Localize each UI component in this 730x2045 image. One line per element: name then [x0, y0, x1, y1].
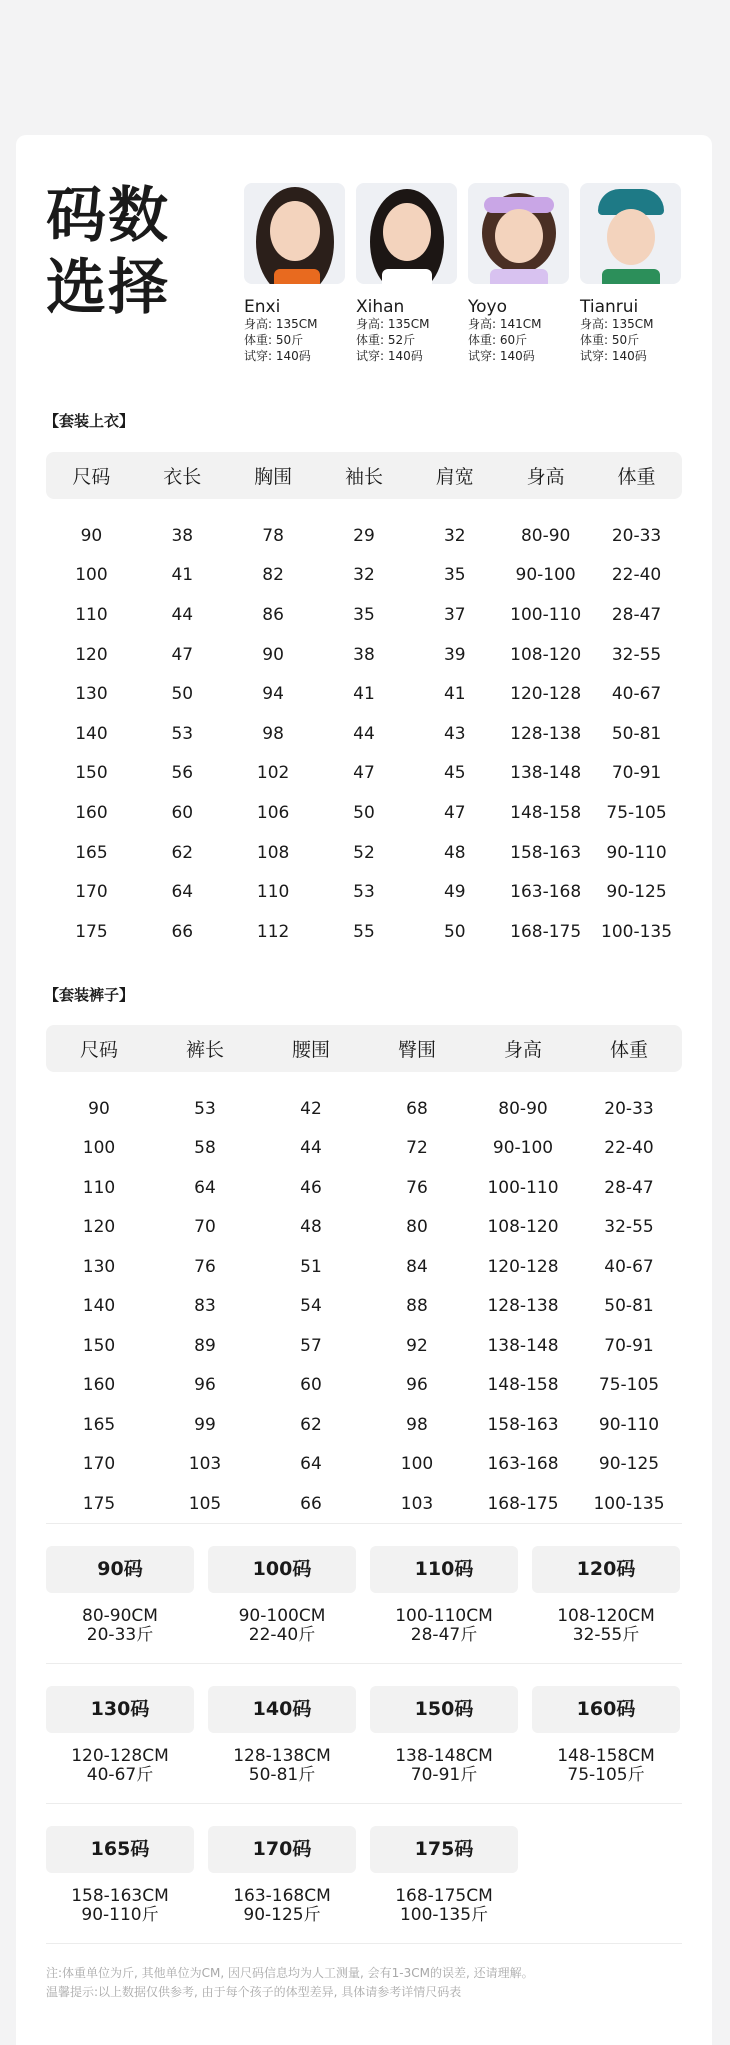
table-cell: 64 — [194, 1177, 216, 1198]
table-cell: 20-33 — [604, 1098, 654, 1119]
table-cell: 38 — [353, 644, 375, 665]
col-header: 裤长 — [185, 1039, 224, 1061]
table-cell: 29 — [353, 525, 375, 546]
col-header: 袖长 — [344, 466, 383, 488]
table-cell: 138-148 — [510, 763, 582, 784]
col-header: 腰围 — [291, 1039, 330, 1061]
table-cell: 128-138 — [487, 1296, 559, 1317]
col-header: 胸围 — [254, 466, 293, 488]
table-cell: 55 — [353, 921, 375, 942]
size-weight: 100-135斤 — [399, 1905, 489, 1925]
size-height: 168-175CM — [395, 1886, 493, 1906]
size-guide-item — [46, 1686, 194, 1785]
table-cell: 84 — [406, 1256, 428, 1277]
table-cell: 92 — [406, 1335, 428, 1356]
table-cell: 64 — [300, 1454, 322, 1475]
size-label: 90码 — [46, 1546, 194, 1593]
size-label: 120码 — [532, 1546, 680, 1593]
table-cell: 41 — [443, 684, 466, 705]
table-cell: 62 — [300, 1414, 322, 1435]
table-cell: 51 — [300, 1256, 322, 1277]
table-cell: 100-110 — [510, 604, 582, 625]
table-cell: 128-138 — [510, 723, 582, 744]
table-cell: 32-55 — [611, 644, 662, 665]
table-cell: 90-100 — [515, 565, 576, 586]
size-guide-item — [370, 1546, 518, 1645]
pants-table-body — [46, 1072, 682, 1524]
table-cell: 99 — [194, 1414, 216, 1435]
table-row — [46, 1484, 682, 1524]
table-cell: 54 — [300, 1296, 322, 1317]
size-height: 138-148CM — [395, 1746, 493, 1766]
table-row — [46, 1287, 682, 1327]
model-photo — [580, 183, 681, 284]
model-card — [356, 183, 457, 364]
table-cell: 86 — [262, 604, 284, 625]
table-cell: 90-125 — [598, 1454, 660, 1475]
pants-size-table — [46, 1025, 682, 1524]
table-cell: 158-163 — [510, 842, 582, 863]
note-reference: 温馨提示:以上数据仅供参考, 由于每个孩子的体型差异, 具体请参考详情尺码表 — [46, 1985, 462, 1999]
model-weight: 体重: 60斤 — [468, 333, 528, 347]
table-cell: 45 — [443, 763, 466, 784]
table-cell: 32-55 — [604, 1217, 654, 1238]
size-weight: 28-47斤 — [410, 1625, 478, 1645]
size-height: 80-90CM — [82, 1606, 158, 1626]
size-chart-card — [16, 135, 712, 2045]
table-cell: 52 — [353, 842, 375, 863]
table-cell: 102 — [256, 763, 290, 784]
size-weight: 22-40斤 — [248, 1625, 316, 1645]
table-cell: 60 — [171, 802, 194, 823]
note-units: 注:体重单位为斤, 其他单位为CM, 因尺码信息均为人工测量, 会有1-3CM的误差, 还请理解。 — [46, 1966, 534, 1980]
col-header: 体重 — [609, 1039, 648, 1061]
model-height: 身高: 135CM — [580, 317, 654, 331]
model-weight: 体重: 50斤 — [244, 333, 304, 347]
size-height: 128-138CM — [233, 1746, 331, 1766]
table-cell: 47 — [171, 644, 194, 665]
size-label: 140码 — [208, 1686, 356, 1733]
divider — [46, 1803, 682, 1804]
table-cell: 90 — [88, 1098, 110, 1119]
table-row — [46, 595, 682, 635]
table-cell: 53 — [194, 1098, 216, 1119]
table-cell: 90-125 — [606, 882, 667, 903]
model-weight: 体重: 50斤 — [580, 333, 640, 347]
col-header: 衣长 — [163, 466, 202, 488]
table-cell: 88 — [406, 1296, 428, 1317]
table-cell: 170 — [75, 882, 108, 903]
table-row — [46, 635, 682, 675]
col-header: 臀围 — [397, 1039, 436, 1061]
table-cell: 76 — [194, 1256, 216, 1277]
table-cell: 120-128 — [510, 684, 582, 705]
table-header — [46, 1025, 682, 1072]
model-height: 身高: 141CM — [468, 317, 542, 331]
model-name: Xihan — [356, 297, 405, 317]
table-cell: 148-158 — [487, 1375, 559, 1396]
table-cell: 105 — [188, 1493, 222, 1514]
table-cell: 175 — [82, 1493, 116, 1514]
table-row — [46, 714, 682, 754]
table-row — [46, 912, 682, 952]
table-cell: 50 — [353, 802, 375, 823]
model-name: Yoyo — [468, 297, 507, 317]
top-size-table — [46, 452, 682, 952]
table-cell: 100 — [82, 1138, 116, 1159]
table-cell: 47 — [443, 802, 466, 823]
table-cell: 80-90 — [498, 1098, 548, 1119]
table-cell: 100 — [400, 1454, 434, 1475]
table-cell: 96 — [194, 1375, 216, 1396]
table-cell: 90-110 — [598, 1414, 660, 1435]
table-cell: 100-135 — [593, 1493, 665, 1514]
divider — [46, 1523, 682, 1524]
model-list — [244, 183, 681, 364]
table-cell: 168-175 — [487, 1493, 559, 1514]
divider — [46, 1663, 682, 1664]
size-guide-item — [532, 1546, 680, 1645]
model-size: 试穿: 140码 — [356, 349, 423, 363]
table-cell: 108-120 — [510, 644, 582, 665]
size-height: 100-110CM — [395, 1606, 493, 1626]
table-cell: 82 — [262, 565, 284, 586]
table-cell: 38 — [171, 525, 194, 546]
table-cell: 20-33 — [611, 525, 662, 546]
size-label: 110码 — [370, 1546, 518, 1593]
table-cell: 44 — [300, 1138, 322, 1159]
size-weight: 90-110斤 — [81, 1905, 159, 1925]
table-cell: 90 — [80, 525, 103, 546]
table-cell: 170 — [82, 1454, 116, 1475]
table-cell: 40-67 — [604, 1256, 654, 1277]
size-label: 160码 — [532, 1686, 680, 1733]
table-cell: 90 — [262, 644, 284, 665]
table-cell: 42 — [300, 1098, 322, 1119]
table-row — [46, 1405, 682, 1445]
table-cell: 90-110 — [606, 842, 667, 863]
table-cell: 50 — [171, 684, 194, 705]
table-cell: 50 — [443, 921, 466, 942]
table-cell: 39 — [443, 644, 466, 665]
table-cell: 96 — [406, 1375, 428, 1396]
table-cell: 41 — [353, 684, 375, 705]
col-header: 肩宽 — [435, 466, 474, 488]
table-cell: 53 — [171, 723, 194, 744]
table-cell: 41 — [171, 565, 194, 586]
table-cell: 72 — [406, 1138, 428, 1159]
table-cell: 100 — [75, 565, 108, 586]
table-cell: 160 — [82, 1375, 116, 1396]
table-cell: 108-120 — [487, 1217, 559, 1238]
size-height: 148-158CM — [557, 1746, 655, 1766]
table-cell: 66 — [171, 921, 194, 942]
table-cell: 158-163 — [487, 1414, 559, 1435]
table-cell: 103 — [188, 1454, 222, 1475]
size-guide-item — [46, 1826, 194, 1925]
table-cell: 68 — [406, 1098, 428, 1119]
table-cell: 50-81 — [604, 1296, 654, 1317]
model-photo — [244, 183, 345, 284]
table-cell: 80-90 — [520, 525, 571, 546]
table-cell: 22-40 — [604, 1138, 654, 1159]
col-header: 尺码 — [79, 1039, 118, 1061]
model-card — [580, 183, 681, 364]
divider — [46, 1943, 682, 1944]
top-section-label: 【套装上衣】 — [44, 412, 135, 430]
table-row — [46, 833, 682, 873]
table-cell: 44 — [353, 723, 375, 744]
size-weight: 75-105斤 — [567, 1765, 645, 1785]
model-height: 身高: 135CM — [244, 317, 318, 331]
size-guide-item — [208, 1686, 356, 1785]
table-cell: 94 — [262, 684, 284, 705]
table-cell: 120 — [82, 1217, 116, 1238]
table-cell: 49 — [443, 882, 466, 903]
size-label: 150码 — [370, 1686, 518, 1733]
table-cell: 80 — [406, 1217, 428, 1238]
size-guide-item — [370, 1686, 518, 1785]
model-photo — [356, 183, 457, 284]
size-guide-item — [208, 1826, 356, 1925]
footnote — [46, 1964, 534, 2002]
table-cell: 76 — [406, 1177, 428, 1198]
size-height: 163-168CM — [233, 1886, 331, 1906]
table-row — [46, 1129, 682, 1169]
table-cell: 66 — [300, 1493, 322, 1514]
table-cell: 148-158 — [510, 802, 582, 823]
model-card — [244, 183, 345, 364]
size-guide-item — [532, 1686, 680, 1785]
table-cell: 57 — [300, 1335, 322, 1356]
table-row — [46, 556, 682, 596]
table-cell: 75-105 — [598, 1375, 660, 1396]
model-name: Tianrui — [580, 297, 639, 317]
spacer-row — [46, 499, 682, 516]
table-row — [46, 1326, 682, 1366]
table-cell: 89 — [194, 1335, 216, 1356]
table-cell: 140 — [82, 1296, 116, 1317]
table-row — [46, 1366, 682, 1406]
table-cell: 56 — [171, 763, 194, 784]
table-cell: 165 — [75, 842, 108, 863]
model-size: 试穿: 140码 — [244, 349, 311, 363]
table-cell: 32 — [443, 525, 466, 546]
table-row — [46, 1208, 682, 1248]
table-row — [46, 1247, 682, 1287]
table-cell: 150 — [82, 1335, 116, 1356]
table-row — [46, 754, 682, 794]
table-cell: 108 — [256, 842, 290, 863]
table-cell: 32 — [353, 565, 375, 586]
top-table-body — [46, 499, 682, 952]
size-guide-item — [208, 1546, 356, 1645]
size-weight: 32-55斤 — [572, 1625, 640, 1645]
table-cell: 35 — [443, 565, 466, 586]
table-cell: 120 — [75, 644, 108, 665]
table-cell: 83 — [194, 1296, 216, 1317]
col-header: 尺码 — [72, 466, 111, 488]
col-header: 体重 — [617, 466, 656, 488]
model-size: 试穿: 140码 — [468, 349, 535, 363]
table-row — [46, 872, 682, 912]
size-weight: 20-33斤 — [86, 1625, 154, 1645]
size-label: 100码 — [208, 1546, 356, 1593]
table-cell: 28-47 — [611, 604, 662, 625]
table-cell: 110 — [75, 604, 108, 625]
table-cell: 60 — [300, 1375, 322, 1396]
table-cell: 47 — [353, 763, 375, 784]
table-cell: 140 — [75, 723, 108, 744]
size-label: 130码 — [46, 1686, 194, 1733]
table-cell: 130 — [75, 684, 108, 705]
table-cell: 106 — [256, 802, 290, 823]
table-cell: 163-168 — [487, 1454, 559, 1475]
table-cell: 64 — [171, 882, 194, 903]
table-cell: 100-110 — [487, 1177, 559, 1198]
table-cell: 62 — [171, 842, 194, 863]
size-weight: 40-67斤 — [86, 1765, 154, 1785]
table-cell: 138-148 — [487, 1335, 559, 1356]
table-row — [46, 674, 682, 714]
table-row — [46, 1168, 682, 1208]
size-height: 120-128CM — [71, 1746, 169, 1766]
col-header: 身高 — [526, 466, 565, 488]
table-cell: 70-91 — [611, 763, 662, 784]
pants-section-label: 【套装裤子】 — [44, 986, 135, 1004]
size-weight: 90-125斤 — [243, 1905, 321, 1925]
size-guide-item — [46, 1546, 194, 1645]
size-guide-row — [46, 1546, 680, 1645]
table-cell: 103 — [400, 1493, 434, 1514]
table-cell: 98 — [262, 723, 284, 744]
size-height: 108-120CM — [557, 1606, 655, 1626]
table-cell: 168-175 — [510, 921, 582, 942]
table-cell: 165 — [82, 1414, 116, 1435]
table-cell: 50-81 — [611, 723, 662, 744]
page-title: 码数 选择 — [46, 181, 170, 323]
table-cell: 90-100 — [492, 1138, 554, 1159]
table-cell: 46 — [300, 1177, 322, 1198]
table-cell: 98 — [406, 1414, 428, 1435]
table-cell: 22-40 — [611, 565, 662, 586]
table-cell: 160 — [75, 802, 108, 823]
table-cell: 53 — [353, 882, 375, 903]
table-cell: 130 — [82, 1256, 116, 1277]
table-cell: 44 — [171, 604, 194, 625]
size-weight: 50-81斤 — [248, 1765, 316, 1785]
table-cell: 78 — [262, 525, 284, 546]
table-row — [46, 516, 682, 556]
model-size: 试穿: 140码 — [580, 349, 647, 363]
table-cell: 120-128 — [487, 1256, 559, 1277]
model-height: 身高: 135CM — [356, 317, 430, 331]
size-guide-row — [46, 1826, 518, 1925]
size-weight: 70-91斤 — [410, 1765, 478, 1785]
table-cell: 110 — [256, 882, 290, 903]
model-name: Enxi — [244, 297, 281, 317]
table-cell: 58 — [194, 1138, 216, 1159]
table-cell: 28-47 — [604, 1177, 654, 1198]
size-guide-item — [370, 1826, 518, 1925]
table-cell: 70-91 — [604, 1335, 654, 1356]
table-cell: 75-105 — [606, 802, 667, 823]
table-cell: 163-168 — [510, 882, 582, 903]
table-cell: 110 — [82, 1177, 116, 1198]
table-row — [46, 1445, 682, 1485]
table-cell: 150 — [75, 763, 108, 784]
size-height: 90-100CM — [238, 1606, 326, 1626]
table-cell: 40-67 — [611, 684, 662, 705]
table-cell: 48 — [300, 1217, 322, 1238]
table-cell: 37 — [443, 604, 466, 625]
size-label: 175码 — [370, 1826, 518, 1873]
size-guide-row — [46, 1686, 680, 1785]
table-header — [46, 452, 682, 499]
model-card — [468, 183, 569, 364]
model-photo — [468, 183, 569, 284]
size-label: 170码 — [208, 1826, 356, 1873]
size-label: 165码 — [46, 1826, 194, 1873]
table-cell: 35 — [353, 604, 375, 625]
table-row — [46, 1089, 682, 1129]
table-row — [46, 793, 682, 833]
table-cell: 100-135 — [601, 921, 673, 942]
col-header: 身高 — [503, 1039, 542, 1061]
table-cell: 70 — [194, 1217, 216, 1238]
table-cell: 175 — [75, 921, 108, 942]
size-height: 158-163CM — [71, 1886, 169, 1906]
model-weight: 体重: 52斤 — [356, 333, 416, 347]
spacer-row — [46, 1072, 682, 1089]
table-cell: 48 — [443, 842, 466, 863]
table-cell: 43 — [443, 723, 466, 744]
table-cell: 112 — [256, 921, 290, 942]
